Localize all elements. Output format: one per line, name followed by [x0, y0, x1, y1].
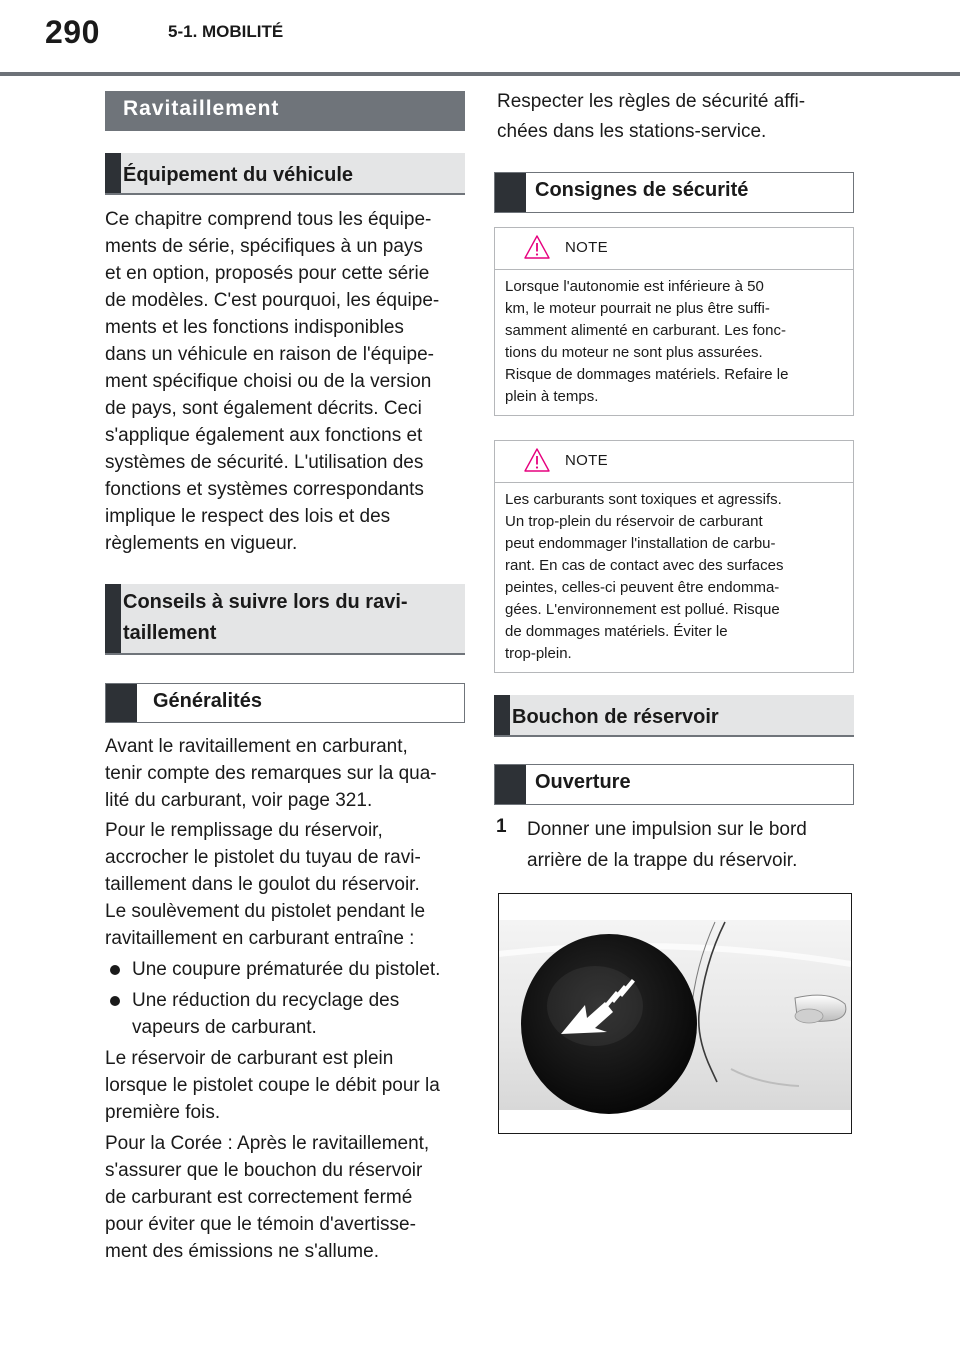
text-line: plein à temps.	[505, 388, 599, 405]
text-line: trop-plein.	[505, 645, 572, 662]
opening-heading	[494, 764, 854, 805]
text-line: peintes, celles-ci peuvent être endomma-	[505, 579, 780, 596]
text-line: première fois.	[105, 1102, 221, 1123]
safety-heading	[494, 172, 854, 213]
cap-heading-text: Bouchon de réservoir	[512, 706, 719, 728]
filling-paragraph	[105, 817, 467, 952]
note-body	[495, 483, 853, 665]
bullet-item	[105, 956, 467, 983]
note-label: NOTE	[565, 239, 608, 256]
note-header	[495, 441, 853, 483]
general-heading-text: Généralités	[153, 690, 262, 712]
text-line: Ce chapitre comprend tous les équipe-	[105, 209, 432, 230]
text-line: ment des émissions ne s'allume.	[105, 1241, 379, 1262]
text-line: Respecter les règles de sécurité affi-	[497, 91, 806, 112]
bullet-text: Une coupure prématurée du pistolet.	[132, 959, 441, 980]
section-label: 5-1. MOBILITÉ	[168, 22, 284, 41]
text-line: chées dans les stations-service.	[497, 121, 767, 142]
text-line: taillement dans le goulot du réservoir.	[105, 874, 420, 895]
text-line: de pays, sont également décrits. Ceci	[105, 398, 422, 419]
bullet-dot	[110, 996, 120, 1006]
step-text	[527, 814, 857, 876]
text-line: Avant le ravitaillement en carburant,	[105, 736, 408, 757]
text-line: km, le moteur pourrait ne plus être suffi-	[505, 300, 770, 317]
advice-heading-line: taillement	[123, 622, 217, 644]
safety-heading-text: Consignes de sécurité	[535, 179, 749, 201]
text-line: ravitaillement en carburant entraîne :	[105, 928, 415, 949]
text-line: et en option, proposés pour cette série	[105, 263, 430, 284]
text-line: Le réservoir de carburant est plein	[105, 1048, 394, 1069]
text-line: ments et les fonctions indisponibles	[105, 317, 404, 338]
text-line: lorsque le pistolet coupe le débit pour la	[105, 1075, 440, 1096]
text-line: s'assurer que le bouchon du réservoir	[105, 1160, 423, 1181]
text-line: de carburant est correctement fermé	[105, 1187, 413, 1208]
text-line: lité du carburant, voir page 321.	[105, 790, 373, 811]
main-title-bar	[105, 91, 465, 131]
note-header	[495, 228, 853, 270]
text-line: systèmes de sécurité. L'utilisation des	[105, 452, 424, 473]
bullet-dot	[110, 965, 120, 975]
text-line: gées. L'environnement est pollué. Risque	[505, 601, 780, 618]
intro-paragraph	[497, 87, 859, 147]
advice-heading-line: Conseils à suivre lors du ravi-	[123, 591, 408, 613]
equipment-paragraph	[105, 206, 467, 557]
text-line: Le soulèvement du pistolet pendant le	[105, 901, 426, 922]
text-line: arrière de la trappe du réservoir.	[527, 850, 798, 871]
main-title: Ravitaillement	[123, 97, 280, 120]
opening-heading-text: Ouverture	[535, 771, 631, 793]
text-line: tenir compte des remarques sur la qua-	[105, 763, 437, 784]
note-box	[494, 227, 854, 416]
bullet-text: Une réduction du recyclage des	[132, 990, 400, 1011]
text-line: implique le respect des lois et des	[105, 506, 391, 527]
note-label: NOTE	[565, 452, 608, 469]
text-line: de dommages matériels. Éviter le	[505, 623, 728, 640]
fuel-flap-illustration	[499, 894, 851, 1133]
advice-heading	[105, 584, 465, 655]
text-line: ments de série, spécifiques à un pays	[105, 236, 423, 257]
bullet-text: vapeurs de carburant.	[132, 1017, 317, 1038]
equipment-heading	[105, 153, 465, 195]
warning-triangle-icon	[524, 447, 550, 473]
note-body	[495, 270, 853, 408]
fuel-flap-figure	[498, 893, 852, 1134]
text-line: fonctions et systèmes correspondants	[105, 479, 424, 500]
text-line: pour éviter que le témoin d'avertisse-	[105, 1214, 416, 1235]
warning-triangle-icon	[524, 234, 550, 260]
korea-paragraph	[105, 1130, 467, 1265]
text-line: ment spécifique choisi ou de la version	[105, 371, 432, 392]
header-rule	[0, 72, 960, 76]
text-line: dans un véhicule en raison de l'équipe-	[105, 344, 434, 365]
text-line: rant. En cas de contact avec des surfaces	[505, 557, 784, 574]
text-line: tions du moteur ne sont plus assurées.	[505, 344, 763, 361]
page-number: 290	[45, 14, 100, 50]
text-line: accrocher le pistolet du tuyau de ravi-	[105, 847, 421, 868]
note-box	[494, 440, 854, 673]
text-line: de modèles. C'est pourquoi, les équipe-	[105, 290, 440, 311]
text-line: Pour la Corée : Après le ravitaillement,	[105, 1133, 430, 1154]
fuel-quality-paragraph	[105, 733, 467, 814]
text-line: Un trop-plein du réservoir de carburant	[505, 513, 763, 530]
text-line: règlements en vigueur.	[105, 533, 298, 554]
text-line: samment alimenté en carburant. Les fonc-	[505, 322, 786, 339]
text-line: s'applique également aux fonctions et	[105, 425, 423, 446]
text-line: Lorsque l'autonomie est inférieure à 50	[505, 278, 764, 295]
text-line: Les carburants sont toxiques et agressifs.	[505, 491, 782, 508]
cap-heading	[494, 695, 854, 737]
step-number: 1	[496, 816, 507, 837]
bullet-item	[105, 987, 467, 1041]
full-tank-paragraph	[105, 1045, 467, 1126]
text-line: Pour le remplissage du réservoir,	[105, 820, 383, 841]
equipment-heading-text: Équipement du véhicule	[123, 164, 354, 186]
text-line: peut endommager l'installation de carbu-	[505, 535, 776, 552]
general-heading	[105, 683, 465, 723]
text-line: Risque de dommages matériels. Refaire le	[505, 366, 789, 383]
text-line: Donner une impulsion sur le bord	[527, 819, 807, 840]
